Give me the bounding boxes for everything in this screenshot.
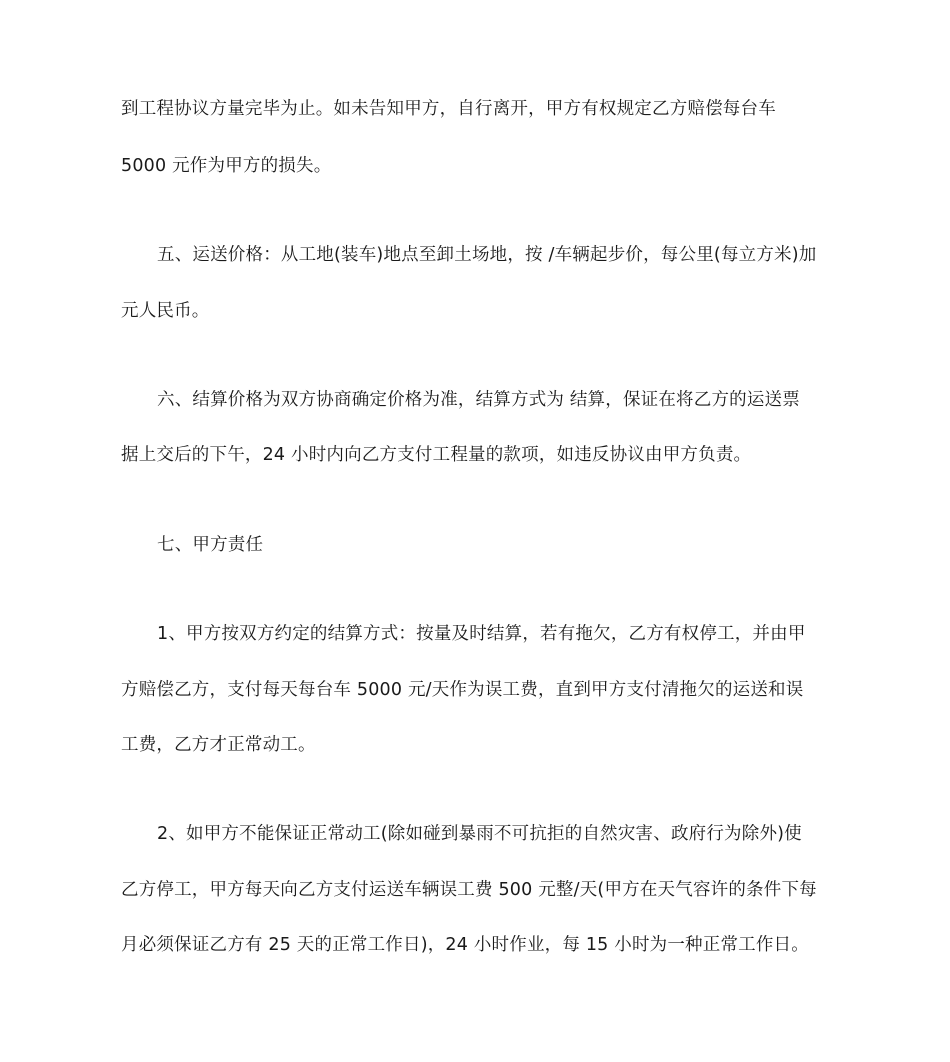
text-line: 方赔偿乙方，支付每天每台车 5000 元/天作为误工费，直到甲方支付清拖欠的运送和误 (121, 680, 804, 700)
clause-1-line: 1、甲方按双方约定的结算方式：按量及时结算，若有拖欠，乙方有权停工，并由甲 (157, 624, 806, 644)
text-line: 据上交后的下午，24 小时内向乙方支付工程量的款项，如违反协议由甲方负责。 (121, 445, 752, 465)
section-7-heading: 七、甲方责任 (157, 535, 264, 555)
text-line: 到工程协议方量完毕为止。如未告知甲方，自行离开，甲方有权规定乙方赔偿每台车 (121, 99, 776, 119)
text-line: 乙方停工，甲方每天向乙方支付运送车辆误工费 500 元整/天(甲方在天气容许的条件下每 (121, 880, 817, 900)
text-line: 月必须保证乙方有 25 天的正常工作日)，24 小时作业，每 15 小时为一种正常工作日。 (121, 935, 809, 955)
section-5-heading-line: 五、运送价格：从工地(装车)地点至卸土场地，按 /车辆起步价，每公里(每立方米)加 (157, 245, 817, 265)
clause-2-line: 2、如甲方不能保证正常动工(除如碰到暴雨不可抗拒的自然灾害、政府行为除外)使 (157, 824, 802, 844)
text-line: 5000 元作为甲方的损失。 (121, 156, 332, 176)
text-line: 工费，乙方才正常动工。 (121, 735, 316, 755)
text-line: 元人民币。 (121, 301, 210, 321)
section-6-heading-line: 六、结算价格为双方协商确定价格为准，结算方式为 结算，保证在将乙方的运送票 (157, 390, 800, 410)
